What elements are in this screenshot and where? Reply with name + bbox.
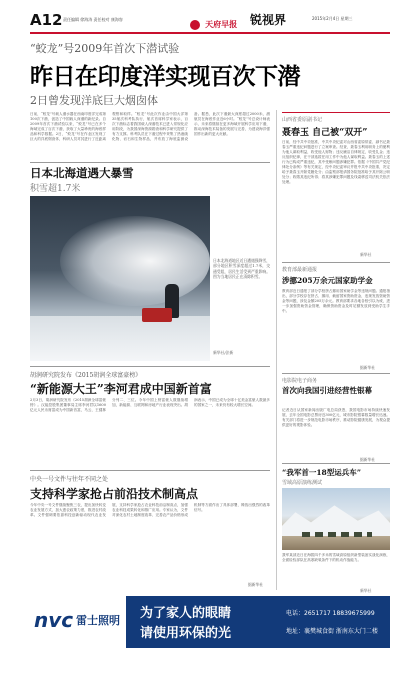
ad-brand: 雷士照明 bbox=[76, 614, 120, 627]
photo1-title: 日本北海道遇大暴雪 bbox=[30, 166, 134, 180]
ad-address-row bbox=[286, 626, 378, 635]
photo2-subtitle: 雪域高原演练测试 bbox=[282, 480, 323, 486]
photo1-credit: 新华社/法新 bbox=[213, 350, 234, 355]
sidebar2-credit: 据新华社 bbox=[360, 365, 376, 370]
nvc-logo-icon: nvc bbox=[34, 608, 74, 632]
column-separator bbox=[276, 110, 277, 590]
sidebar3-headline: 首次向我国引进经营性银幕 bbox=[282, 386, 372, 395]
sidebar1-credit: 新华社 bbox=[360, 252, 372, 257]
sidebar1-headline: 聂春玉 自己被“双开” bbox=[282, 128, 368, 138]
snowblower bbox=[142, 308, 172, 322]
page-number: A12 bbox=[30, 11, 63, 29]
sidebar2-title: 教育部最新通报 bbox=[282, 267, 318, 273]
lead-subhead: 2日曾发现洋底巨大烟囱体 bbox=[30, 94, 158, 107]
photo1-caption: 日本北海道地区近日遭遇强降雪，部分地区积雪深度超过1.7米，交通受阻，居民生活受到严重影响。图为当地居民正在清除积雪。 bbox=[213, 258, 270, 280]
issue-date: 2015年2月4日 星期三 bbox=[312, 16, 353, 21]
sidebar2-top-rule bbox=[282, 262, 390, 263]
page-header bbox=[30, 8, 390, 34]
ad-address: 襄樊城食街 浙南东大门二楼 bbox=[304, 628, 378, 635]
photo1-divider bbox=[30, 366, 270, 367]
newspaper-logo: 天府早报 bbox=[190, 14, 250, 28]
ad-slogan-line1: 为了家人的眼睛 bbox=[140, 606, 232, 621]
section-title: 锐视界 bbox=[250, 13, 287, 27]
snow-photo bbox=[30, 196, 210, 361]
ad-phone-row bbox=[286, 608, 375, 617]
photo2-credit: 新华社 bbox=[360, 588, 372, 593]
plateau-photo bbox=[282, 488, 390, 550]
sidebar3-title: 电影院电子商务 bbox=[282, 378, 318, 384]
article3-body: 今年中央一号文件继续聚焦三农，提出加快转变农业发展方式，加大惠农政策力度，推进农村改革。文件强调要依靠科技创新驱动现代农业发展，支持科学家抢占农业科技前沿制高点，加强农业科技成果转化和推广应用。专家认为，文件对深化农村土地制度改革、完善农产品价格形成机制等方面作出了具体部署，释放出强烈的改革信号。 bbox=[30, 503, 270, 517]
snowbank bbox=[30, 316, 210, 361]
article2-body: 2月3日，胡润研究院发布《2015胡润全球富豪榜》。汉能控股集团董事局主席李河君以1600亿元人民币财富成为中国新首富，马云、王健林分列二、三位。今年中国上榜富豪人数继续增加，新能源、互联网和房地产行业表现突出。胡润表示，中国已成为全球十亿美金富豪人数最多的国家之一，未来仍有较大增长空间。 bbox=[30, 398, 270, 412]
snow-spray bbox=[60, 216, 210, 306]
sidebar3-credit: 据新华社 bbox=[360, 457, 376, 462]
vehicle-column bbox=[302, 532, 372, 537]
photo1-subtitle: 积雪超1.7米 bbox=[30, 184, 81, 194]
ad-slogan-line2: 请使用环保的光 bbox=[140, 626, 232, 641]
sidebar2-body: 教育部近日通报了部分学校挤占挪用国家助学金等违规问题。通报指出，部分学校存在挤占、挪用、截留国家资助资金，违规发放资助资金等问题，涉及金额205万余元。教育部要求各地各校引以为戒，进一步加强资助资金管理，确保资助资金及时足额发放到受助学生手中。 bbox=[282, 289, 390, 313]
logo-icon bbox=[190, 20, 200, 30]
photo2-top-rule bbox=[282, 463, 390, 464]
editor-credit: 责任编辑 徐海涛 责任校对 康海容 bbox=[63, 17, 123, 22]
article3-credit: 据新华社 bbox=[248, 582, 264, 587]
article2-headline: “新能源大王”李河君成中国新首富 bbox=[30, 382, 212, 396]
sidebar1-title: 山西省委原副书记 bbox=[282, 117, 323, 123]
lead-divider bbox=[30, 162, 270, 163]
article2-title-line1: 胡润研究院发布《2015胡润全球富豪榜》 bbox=[30, 372, 142, 379]
ad-address-label: 地址： bbox=[286, 628, 305, 635]
sidebar1-top-rule bbox=[282, 112, 390, 113]
mountain-ridge bbox=[282, 502, 390, 536]
header-rule bbox=[30, 32, 390, 34]
ad-phones: 2651717 18839675999 bbox=[304, 610, 375, 617]
lead-body: 日前，“蛟龙”号载人潜水器在西南印度洋完成第100次下潜，创造了中国载人深潜的新纪录。自2009年首次下潜试验以来，“蛟龙”号已在多个海域完成了百次下潜，获取了大量珍贵的海底样品和科学数据。2日，“蛟龙”号在作业区发现了巨大的洋底烟囱体，科研人员对其进行了近距离观察和取样。“蛟龙”号此次作业由中国大洋第35航次科考队执行，航次首席科学家表示，百次下潜标志着我国载人深潜技术已进入常规化应用阶段，为我国深海资源勘查和科学研究提供了有力支撑。科考队员在下潜过程中采集了热液硫化物、岩石和生物样品，并布放了海底监测设备。据悉，此次下潜最大深度超过2000米，潜航员在海底作业近6小时。“蛟龙”号总设计师表示，未来将继续在更多海域开展科学应用下潜，推动深海技术装备的发展与完善，为建设海洋强国作出新的更大贡献。 bbox=[30, 112, 270, 141]
sidebar2-headline: 涉挪205万余元国家助学金 bbox=[282, 276, 373, 285]
sidebar3-body: 记者近日从国家新闻出版广电总局获悉，我国电影市场持续快速发展，去年全国电影总票房近300亿元，城市影院银幕数量增长迅速。有关部门将进一步规范电影市场秩序，推动影院健康发展，为观众提供更好的观影体验。 bbox=[282, 408, 390, 427]
photo2-caption: 我军某部近日在海拔四千多米的雪域高原组织新型装备实战化演练，全面检验部队在高寒缺氧条件下的机动作战能力。 bbox=[282, 553, 390, 562]
photo2-title: “我军首一18型运兵车” bbox=[282, 468, 362, 477]
lead-kicker: “蛟龙”号2009年首次下潜试验 bbox=[30, 42, 180, 55]
lead-headline: 昨日在印度洋实现百次下潜 bbox=[30, 63, 300, 90]
sidebar1-body: 日前，经中共中央批准，中共中央纪委对山西省委原常委、副书记聂春玉严重违纪问题进行了立案审查。经查，聂春玉利用职务上的便利为他人谋取利益，收受他人财物；违反廉洁自律规定，收受礼金；违反组织纪律，在干部选拔任用工作中为他人谋取利益。聂春玉的上述行为已构成严重违纪，其中受贿问题涉嫌犯罪。依据《中国共产党纪律处分条例》等有关规定，经中央纪委审议并报中共中央批准，决定给予聂春玉开除党籍处分；由监察部报请国务院批准给予其开除公职处分；收缴其违纪所得；将其涉嫌犯罪问题及线索移送司法机关依法处理。 bbox=[282, 140, 390, 184]
article2-divider bbox=[30, 470, 270, 471]
article3-title-line1: 中央一号文件与往年不同之处 bbox=[30, 476, 109, 483]
ad-banner[interactable] bbox=[30, 596, 390, 648]
ad-logo-panel bbox=[30, 596, 126, 648]
ad-phone-label: 电话： bbox=[286, 610, 305, 617]
sidebar3-top-rule bbox=[282, 373, 390, 374]
article3-headline: 支持科学家抢占前沿技术制高点 bbox=[30, 487, 199, 501]
